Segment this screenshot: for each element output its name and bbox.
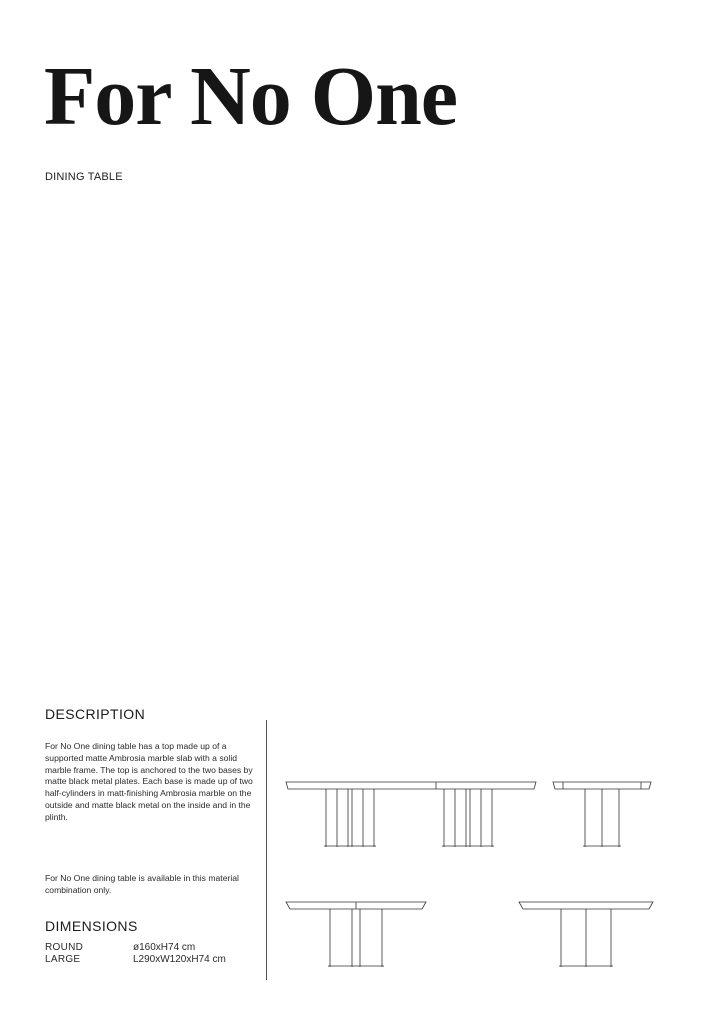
round-table-front-elevation-drawing: [286, 900, 426, 970]
description-paragraph-2: For No One dining table is available in this material combination only.: [45, 873, 239, 895]
dimension-value: ø160xH74 cm: [133, 942, 196, 953]
dimensions-heading: DIMENSIONS: [45, 918, 138, 934]
product-title: For No One: [44, 50, 458, 143]
round-table-side-elevation-drawing: [519, 900, 653, 970]
product-subtitle: DINING TABLE: [45, 171, 123, 183]
large-table-front-elevation-drawing: [286, 780, 536, 850]
column-divider: [266, 720, 267, 980]
dimension-value: L290xW120xH74 cm: [133, 954, 226, 965]
dimension-label: ROUND: [45, 942, 84, 953]
large-table-side-elevation-drawing: [553, 780, 651, 850]
dimension-label: LARGE: [45, 954, 81, 965]
description-paragraph-1: For No One dining table has a top made up of a supported matte Ambrosia marble slab with a solid marble frame. The top is anchored to the two bases by matte black metal plates. Each base is made up of two half-cylinders in matt-finishing Ambrosia marble on the outside and matte black metal on the inside and in the plinth.: [45, 741, 253, 822]
description-heading: DESCRIPTION: [45, 706, 146, 722]
